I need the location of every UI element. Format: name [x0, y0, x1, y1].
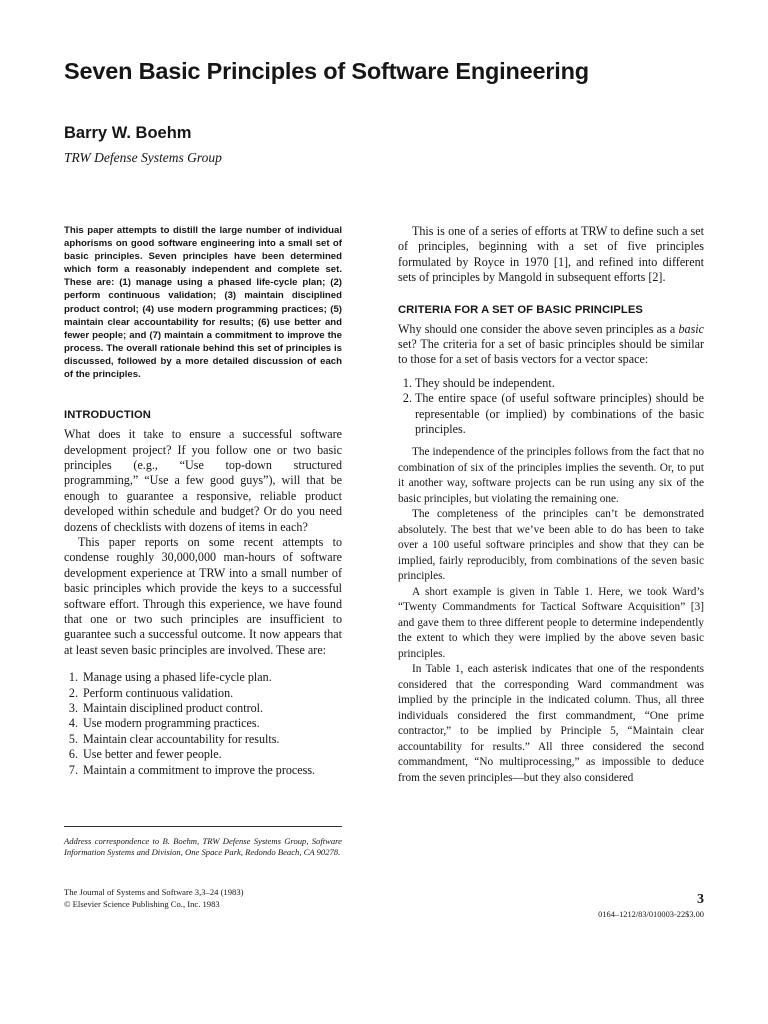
criteria-item: 1. They should be independent. — [415, 376, 704, 391]
table-explanation-paragraph: In Table 1, each asterisk indicates that one of the respondents considered that the corresponding Ward commandment was implied by the principle in the indicated column. Thus, all three individuals considered the first commandment, “One prime contractor,” to be implied by Principle 5, “Maintain clear accountability for results.” All three considered the second commandment, “No multiprocessing,” as impossible to deduce from the seven principles—but they also considered — [398, 663, 704, 784]
criteria-intro-text-end: set? The criteria for a set of basic principles should be similar to those for a set of basis vectors for a vector space: — [398, 337, 704, 367]
right-column — [398, 224, 704, 786]
author-affiliation: TRW Defense Systems Group — [64, 150, 222, 165]
issn-code: 0164–1212/83/010003-22$3.00 — [598, 910, 704, 919]
example-paragraph: A short example is given in Table 1. Here, we took Ward’s “Twenty Commandments for Tactical Software Acquisition” [3] and gave them to three different people to determine independently the extent to which they were implied by the above seven basic principles. — [398, 585, 704, 660]
principle-item: 6. Use better and fewer people. — [81, 747, 342, 762]
correspondence-footnote: Address correspondence to B. Boehm, TRW Defense Systems Group, Software Information Systems and Division, One Space Park, Redondo Beach, CA 90278. — [64, 836, 342, 858]
journal-line: The Journal of Systems and Software 3,3–24 (1983) — [64, 887, 244, 897]
abstract: This paper attempts to distill the large number of individual aphorisms on good software engineering into a small set of basic principles. Seven principles have been determined which form a reasonably independent and complete set. These are: (1) manage using a phased life-cycle plan; (2) perform continuous validation; (3) maintain disciplined product control; (4) use modern programming practices; (5) maintain clear accountability for results; (6) use better and fewer people; and (7) maintain a commitment to improve the process. The overall rationale behind this set of principles is discussed, followed by a more detailed discussion of each of the principles. — [64, 225, 342, 381]
journal-citation — [64, 887, 364, 910]
copyright-line: © Elsevier Science Publishing Co., Inc. 1983 — [64, 898, 220, 909]
completeness-paragraph: The completeness of the principles can’t be demonstrated absolutely. The best that we’ve been able to do has been to take over a 100 useful software principles and show that they can be implied, fairly reproducibly, from combinations of the seven basic principles. — [398, 508, 704, 583]
page-title: Seven Basic Principles of Software Engineering — [64, 58, 589, 84]
intro-paragraph-2: This paper reports on some recent attempts to condense roughly 30,000,000 man-hours of software development experience at TRW into a small number of basic principles which provide the keys to a successful software effort. Through this experience, we have found that one or two such principles are insufficient to guarantee such a successful outcome. It now appears that at least seven basic principles are involved. These are: — [64, 534, 342, 657]
principles-list — [64, 670, 342, 778]
footnote-divider — [64, 826, 342, 827]
criteria-intro-paragraph — [398, 322, 704, 368]
principle-item: 3. Maintain disciplined product control. — [81, 701, 342, 716]
criteria-intro-text: Why should one consider the above seven principles as a — [398, 321, 679, 336]
independence-paragraph: The independence of the principles follows from the fact that no combination of six of the principles implies the seventh. Or, to put it another way, software projects can be run using any six of the basic principles, but violating the remaining one. — [398, 446, 704, 505]
series-paragraph: This is one of a series of efforts at TRW to define such a set of principles, beginning with a set of five principles formulated by Royce in 1970 [1], and refined into different sets of principles by Mangold in subsequent efforts [2]. — [398, 224, 704, 285]
principle-item: 4. Use modern programming practices. — [81, 716, 342, 731]
intro-paragraph-1: What does it take to ensure a successful software development project? If you follow one or two basic principles (e.g., “Use top-down structured programming,” “Use a few good guys”), will that be enough to guarantee a responsive, reliable product developed within schedule and budget? Or do you need dozens of checklists with dozens of items in each? — [64, 427, 342, 534]
section-heading-criteria: CRITERIA FOR A SET OF BASIC PRINCIPLES — [398, 303, 643, 316]
page-number: 3 — [697, 892, 704, 907]
section-heading-introduction: INTRODUCTION — [64, 409, 151, 422]
principle-item: 1. Manage using a phased life-cycle plan. — [81, 670, 342, 685]
principle-item: 7. Maintain a commitment to improve the process. — [81, 763, 342, 778]
criteria-list — [398, 376, 704, 438]
principle-item: 5. Maintain clear accountability for results. — [81, 732, 342, 747]
author-name: Barry W. Boehm — [64, 124, 192, 142]
principle-item: 2. Perform continuous validation. — [81, 686, 342, 701]
left-column — [64, 224, 342, 778]
criteria-item: 2. The entire space (of useful software principles) should be representable (or implied) by combinations of the basic principles. — [415, 391, 704, 437]
emphasis-basic: basic — [678, 321, 704, 336]
